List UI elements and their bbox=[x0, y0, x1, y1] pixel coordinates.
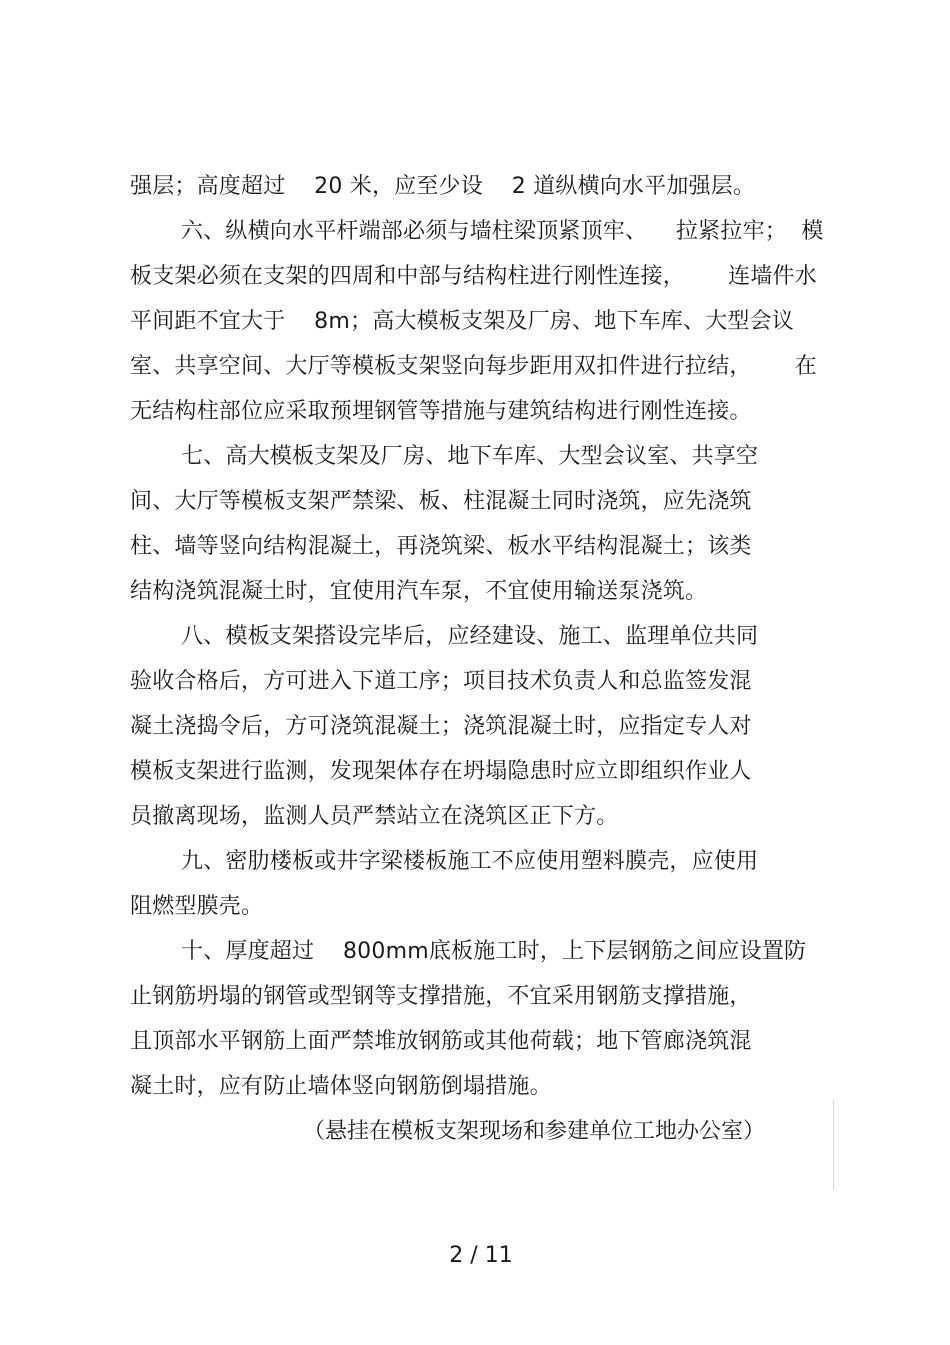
text-line-10: 结构浇筑混凝土时，宜使用汽车泵，不宜使用输送泵浇筑。 bbox=[130, 579, 708, 604]
text-line-18: 十、厚度超过 800mm底板施工时，上下层钢筋之间应设置防 bbox=[181, 939, 807, 964]
text-line-7: 七、高大模板支架及厂房、地下车库、大型会议室、共享空 bbox=[181, 444, 759, 469]
text-line-12: 验收合格后，方可进入下道工序；项目技术负责人和总监签发混 bbox=[130, 669, 752, 694]
text-line-5: 室、共享空间、大厅等模板支架竖向每步距用双扣件进行拉结， 在 bbox=[130, 354, 817, 379]
text-line-20: 且顶部水平钢筋上面严禁堆放钢筋或其他荷载；地下管廊浇筑混 bbox=[130, 1029, 752, 1054]
text-line-21: 凝土时，应有防止墙体竖向钢筋倒塌措施。 bbox=[130, 1074, 552, 1099]
text-line-6: 无结构柱部位应采取预埋钢管等措施与建筑结构进行刚性连接。 bbox=[130, 399, 752, 424]
margin-rule bbox=[833, 1100, 834, 1190]
page-number: 2 / 11 bbox=[449, 1243, 513, 1268]
text-line-19: 止钢筋坍塌的钢管或型钢等支撑措施，不宜采用钢筋支撑措施， bbox=[130, 984, 752, 1009]
text-line-4: 平间距不宜大于 8m；高大模板支架及厂房、地下车库、大型会议 bbox=[130, 309, 795, 334]
text-line-8: 间、大厅等模板支架严禁梁、板、柱混凝土同时浇筑，应先浇筑 bbox=[130, 489, 752, 514]
text-line-9: 柱、墙等竖向结构混凝土，再浇筑梁、板水平结构混凝土；该类 bbox=[130, 534, 752, 559]
text-line-2: 六、纵横向水平杆端部必须与墙柱梁顶紧顶牢、 拉紧拉牢； 模 bbox=[181, 219, 824, 244]
text-line-3: 板支架必须在支架的四周和中部与结构柱进行刚性连接， 连墙件水 bbox=[130, 264, 817, 289]
text-line-13: 凝土浇捣令后，方可浇筑混凝土；浇筑混凝土时，应指定专人对 bbox=[130, 714, 752, 739]
text-line-16: 九、密肋楼板或井字梁楼板施工不应使用塑料膜壳，应使用 bbox=[181, 849, 759, 874]
text-line-11: 八、模板支架搭设完毕后，应经建设、施工、监理单位共同 bbox=[181, 624, 759, 649]
posting-note: （悬挂在模板支架现场和参建单位工地办公室） bbox=[303, 1119, 766, 1144]
text-line-1: 强层；高度超过 20 米，应至少设 2 道纵横向水平加强层。 bbox=[130, 174, 756, 199]
text-line-15: 员撤离现场，监测人员严禁站立在浇筑区正下方。 bbox=[130, 804, 619, 829]
text-line-17: 阻燃型膜壳。 bbox=[130, 894, 264, 919]
text-line-14: 模板支架进行监测，发现架体存在坍塌隐患时应立即组织作业人 bbox=[130, 759, 752, 784]
